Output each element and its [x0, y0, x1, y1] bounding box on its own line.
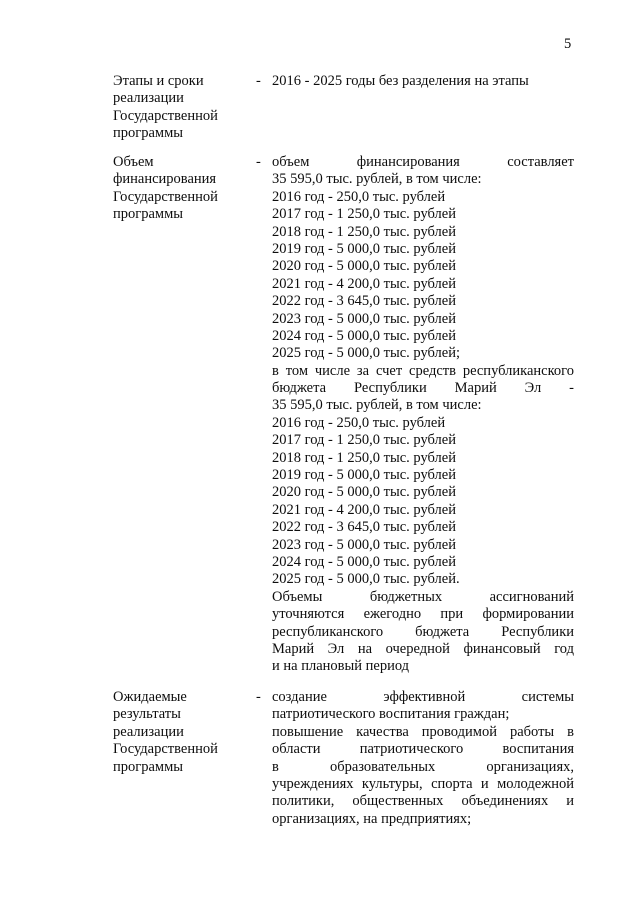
label-line: программы [113, 125, 183, 142]
row-content [272, 689, 574, 828]
content-line: учреждениях культуры, спорта и молодежной [272, 775, 574, 792]
year-amount-line: 2018 год - 1 250,0 тыс. рублей [272, 223, 456, 240]
year-amount-line: 2016 год - 250,0 тыс. рублей [272, 188, 446, 205]
label-line: Государственной [113, 188, 218, 205]
year-amount-line: 2024 год - 5 000,0 тыс. рублей [272, 327, 456, 344]
row-dash: - [256, 689, 261, 705]
row-label [113, 689, 253, 776]
year-amount-line: 2019 год - 5 000,0 тыс. рублей [272, 467, 456, 484]
content-line: в том числе за счет средств республиканского [272, 362, 574, 379]
year-amount-line: 2025 год - 5 000,0 тыс. рублей; [272, 345, 460, 362]
label-line: программы [113, 758, 183, 775]
label-line: Государственной [113, 107, 218, 124]
row-dash: - [256, 154, 261, 170]
content-line: в образовательных организациях, [272, 758, 574, 775]
year-amount-line: 2022 год - 3 645,0 тыс. рублей [272, 519, 456, 536]
row-content [272, 73, 574, 90]
row-content [272, 154, 574, 676]
row-label [113, 154, 253, 224]
label-line: финансирования [113, 171, 217, 188]
year-amount-line: 2020 год - 5 000,0 тыс. рублей [272, 258, 456, 275]
year-amount-line: 2024 год - 5 000,0 тыс. рублей [272, 553, 456, 570]
year-amount-line: 2017 год - 1 250,0 тыс. рублей [272, 432, 456, 449]
year-amount-line: 2025 год - 5 000,0 тыс. рублей. [272, 571, 460, 588]
year-amount-line: 2023 год - 5 000,0 тыс. рублей [272, 310, 456, 327]
year-amount-line: 2021 год - 4 200,0 тыс. рублей [272, 275, 456, 292]
year-amount-line: 2023 год - 5 000,0 тыс. рублей [272, 536, 456, 553]
year-amount-line: 2019 год - 5 000,0 тыс. рублей [272, 240, 456, 257]
year-amount-line: 2018 год - 1 250,0 тыс. рублей [272, 449, 456, 466]
content-line: республиканского бюджета Республики [272, 623, 574, 640]
content-line: бюджета Республики Марий Эл - [272, 380, 574, 397]
label-line: Объем [113, 154, 154, 170]
content-line: создание эффективной системы [272, 689, 574, 705]
content-line: Марий Эл на очередной финансовый год [272, 640, 574, 657]
year-amount-line: 2022 год - 3 645,0 тыс. рублей [272, 293, 456, 310]
content-line: организациях, на предприятиях; [272, 810, 472, 827]
content-line: повышение качества проводимой работы в [272, 723, 574, 740]
label-line: реализации [113, 723, 184, 740]
page-number: 5 [564, 36, 572, 52]
label-line: реализации [113, 90, 184, 107]
label-line: программы [113, 206, 183, 223]
year-amount-line: 2020 год - 5 000,0 тыс. рублей [272, 484, 456, 501]
row-dash: - [256, 73, 261, 89]
content-line: объем финансирования составляет [272, 154, 574, 170]
content-line: политики, общественных объединениях и [272, 793, 574, 810]
year-amount-line: 2016 год - 250,0 тыс. рублей [272, 414, 446, 431]
label-line: Этапы и сроки [113, 73, 204, 89]
content-line: и на плановый период [272, 658, 410, 675]
total-amount-line: 35 595,0 тыс. рублей, в том числе: [272, 171, 482, 188]
content-line: уточняются ежегодно при формировании [272, 606, 574, 623]
label-line: Ожидаемые [113, 689, 187, 705]
year-amount-line: 2021 год - 4 200,0 тыс. рублей [272, 501, 456, 518]
row-label [113, 73, 253, 143]
content-line: патриотического воспитания граждан; [272, 706, 510, 723]
year-amount-line: 2017 год - 1 250,0 тыс. рублей [272, 206, 456, 223]
label-line: Государственной [113, 741, 218, 758]
label-line: результаты [113, 706, 181, 723]
total-amount-line: 35 595,0 тыс. рублей, в том числе: [272, 397, 482, 414]
content-line: 2016 - 2025 годы без разделения на этапы [272, 73, 529, 89]
content-line: Объемы бюджетных ассигнований [272, 588, 574, 605]
content-line: области патриотического воспитания [272, 741, 574, 758]
